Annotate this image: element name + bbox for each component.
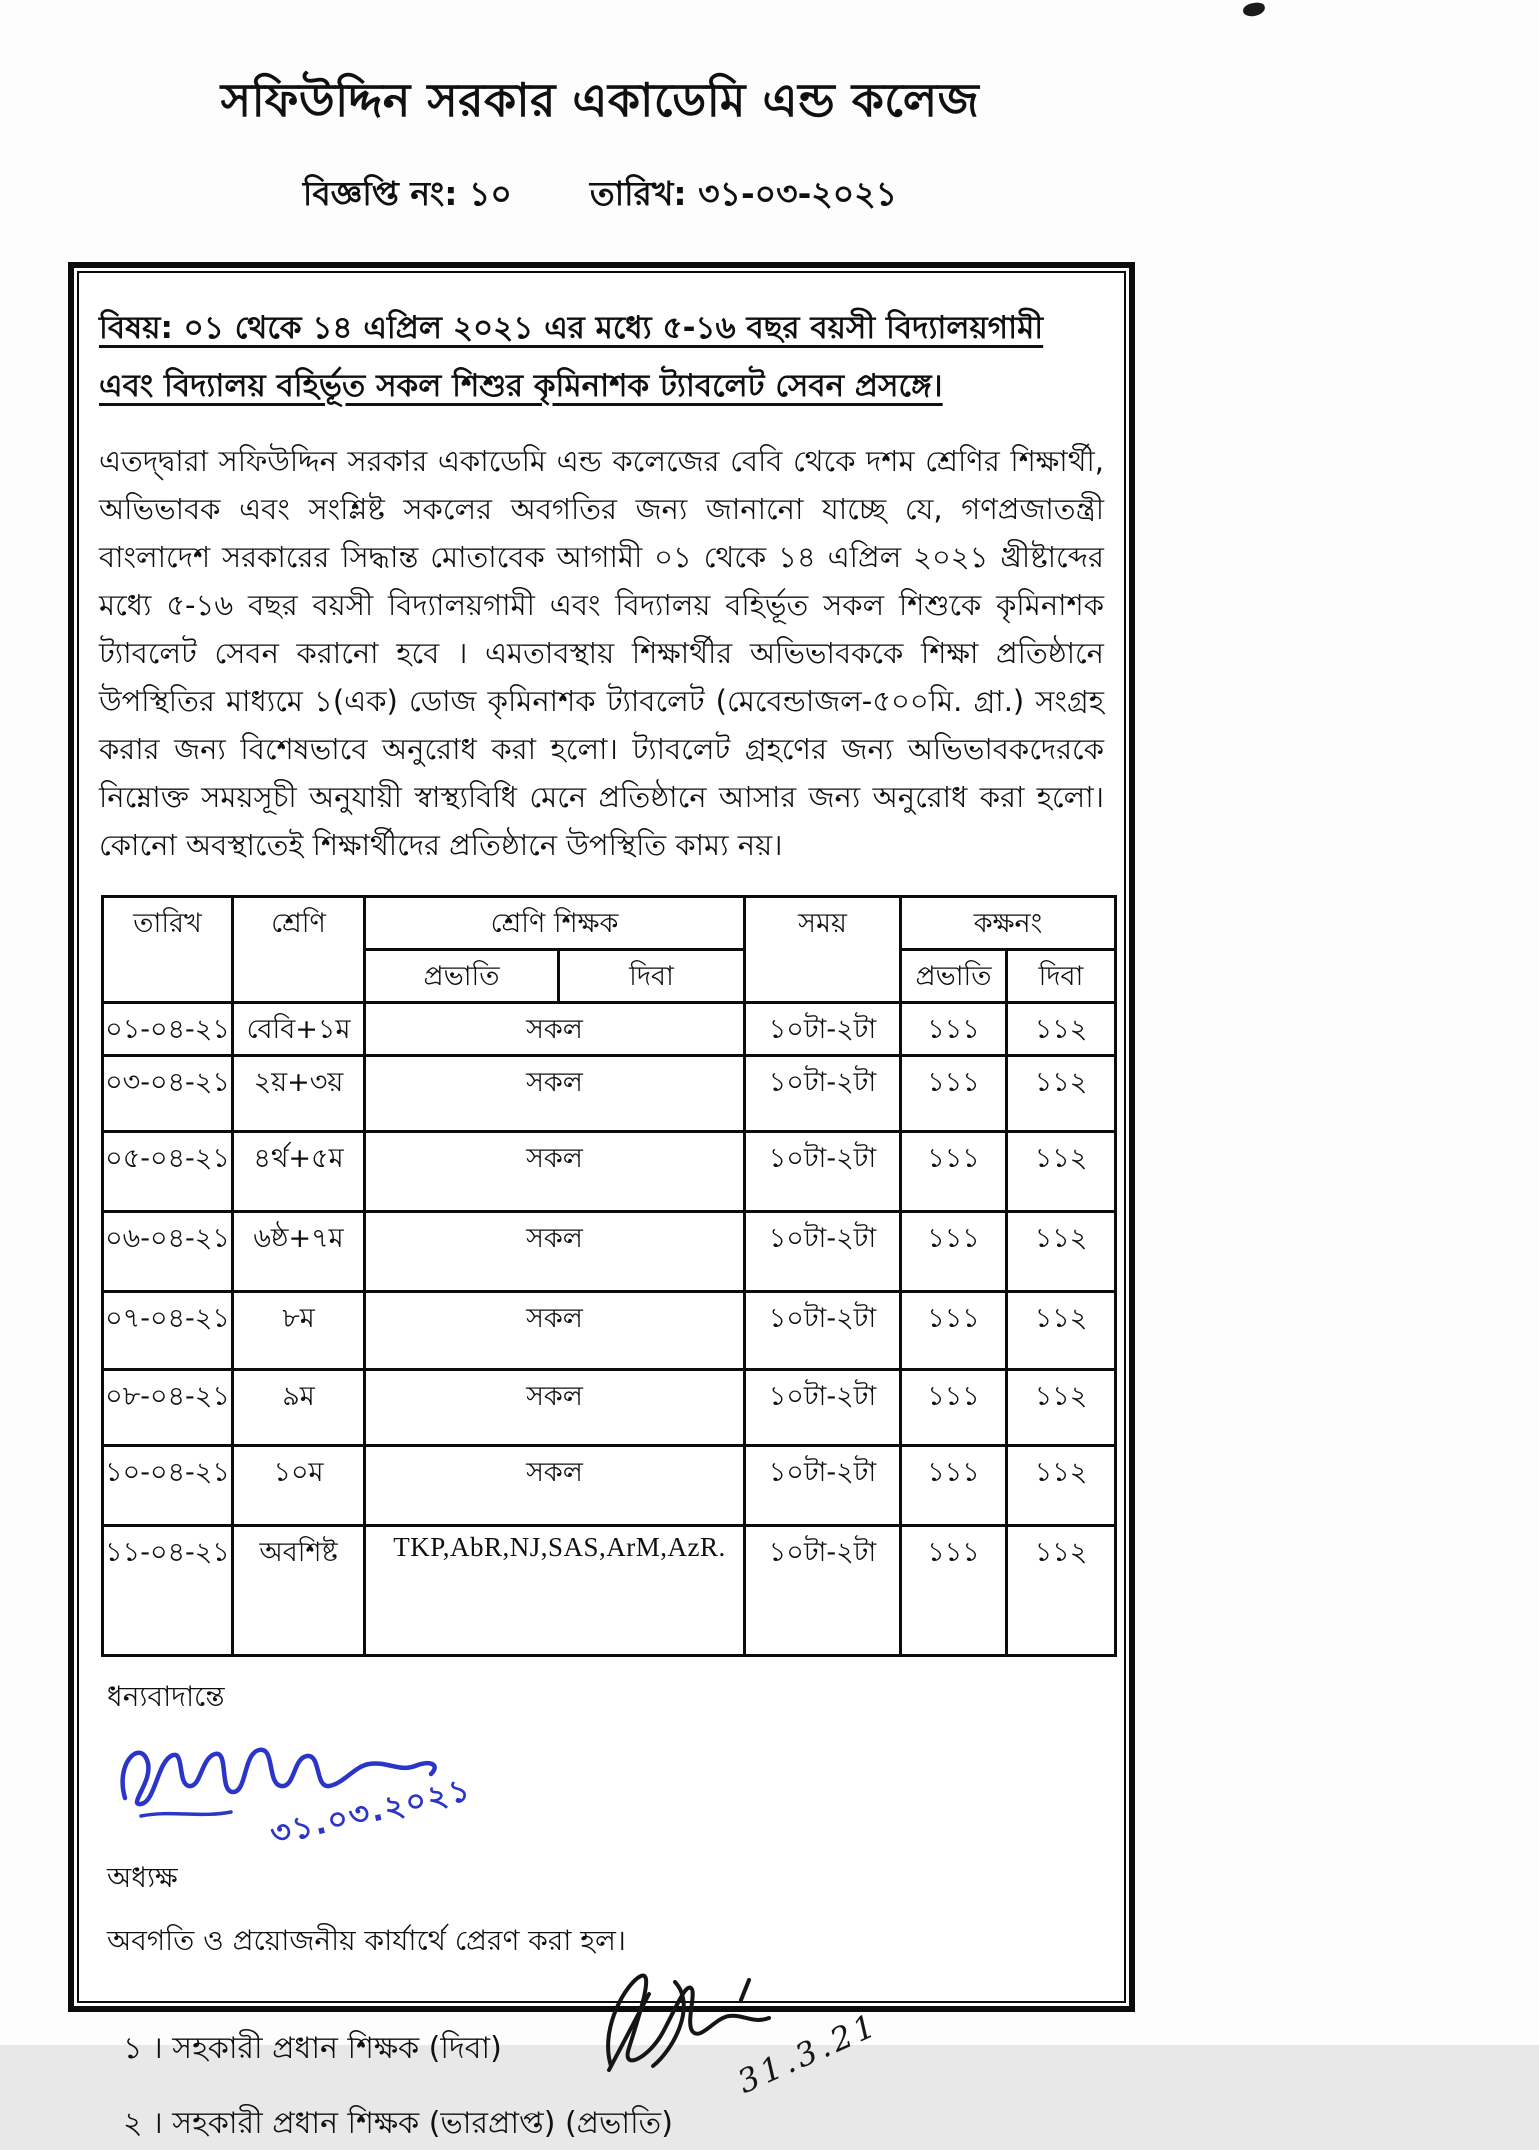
cc-item-morning-shift: ২ । সহকারী প্রধান শিক্ষক (ভারপ্রাপ্ত) (প্রভাতি) <box>123 2106 673 2141</box>
deworming-schedule-table <box>101 895 1117 1657</box>
cell-room-morning: ১১১ <box>901 1132 1007 1212</box>
subheader-teacher-morning: প্রভাতি <box>365 950 559 1003</box>
cell-date: ০৬-০৪-২১ <box>103 1212 233 1292</box>
cell-time: ১০টা-২টা <box>745 1526 901 1656</box>
cell-room-day: ১১২ <box>1007 1212 1116 1292</box>
col-header-date: তারিখ <box>103 897 233 1003</box>
notice-content <box>77 271 1126 2141</box>
col-header-room-no: কক্ষনং <box>901 897 1116 950</box>
cell-room-morning: ১১১ <box>901 1446 1007 1526</box>
col-header-time: সময় <box>745 897 901 1003</box>
cell-date: ০৩-০৪-২১ <box>103 1056 233 1132</box>
cell-teacher-initials: TKP,AbR,NJ,SAS,ArM,AzR. <box>365 1526 745 1656</box>
principal-designation: অধ্যক্ষ <box>107 1861 178 1894</box>
cell-teacher: সকল <box>365 1212 745 1292</box>
cell-date: ০৫-০৪-২১ <box>103 1132 233 1212</box>
notice-meta-line <box>0 168 1200 224</box>
cell-class: ৯ম <box>233 1370 365 1446</box>
cell-class: ৬ষ্ঠ+৭ম <box>233 1212 365 1292</box>
cell-date: ০১-০৪-২১ <box>103 1003 233 1056</box>
principal-signature-date: ৩১.০৩.২০২১ <box>267 1771 475 1853</box>
table-row <box>103 1056 1116 1132</box>
scan-artifact-mark <box>1242 2 1266 18</box>
cell-time: ১০টা-২টা <box>745 1292 901 1370</box>
cell-date: ১১-০৪-২১ <box>103 1526 233 1656</box>
cell-room-day: ১১২ <box>1007 1056 1116 1132</box>
cell-class: বেবি+১ম <box>233 1003 365 1056</box>
institution-title: সফিউদ্দিন সরকার একাডেমি এন্ড কলেজ <box>220 73 980 127</box>
cell-room-day: ১১২ <box>1007 1526 1116 1656</box>
cell-teacher: সকল <box>365 1292 745 1370</box>
cell-room-day: ১১২ <box>1007 1292 1116 1370</box>
cc-list <box>123 2005 1104 2150</box>
notice-number: বিজ্ঞপ্তি নং: ১০ <box>302 174 512 213</box>
notice-border-box <box>68 262 1135 2141</box>
table-row <box>103 1526 1116 1656</box>
cell-room-morning: ১১১ <box>901 1370 1007 1446</box>
cell-room-morning: ১১১ <box>901 1212 1007 1292</box>
cell-time: ১০টা-২টা <box>745 1003 901 1056</box>
col-header-class: শ্রেণি <box>233 897 365 1003</box>
table-row <box>103 1446 1116 1526</box>
cell-class: অবশিষ্ট <box>233 1526 365 1656</box>
cell-teacher: সকল <box>365 1003 745 1056</box>
cell-date: ০৮-০৪-২১ <box>103 1370 233 1446</box>
cc-item-day-shift: ১ । সহকারী প্রধান শিক্ষক (দিবা) <box>123 2031 502 2066</box>
closing-thanks: ধন্যবাদান্তে <box>107 1680 225 1713</box>
cell-time: ১০টা-২টা <box>745 1212 901 1292</box>
cell-date: ০৭-০৪-২১ <box>103 1292 233 1370</box>
table-row <box>103 1003 1116 1056</box>
table-row <box>103 1292 1116 1370</box>
cell-time: ১০টা-২টা <box>745 1370 901 1446</box>
cell-class: ৪র্থ+৫ম <box>233 1132 365 1212</box>
cell-room-day: ১১২ <box>1007 1132 1116 1212</box>
col-header-class-teacher: শ্রেণি শিক্ষক <box>365 897 745 950</box>
forwarding-note: অবগতি ও প্রয়োজনীয় কার্যার্থে প্রেরণ করা হল। <box>107 1924 626 1957</box>
cell-time: ১০টা-২টা <box>745 1056 901 1132</box>
cell-room-day: ১১২ <box>1007 1446 1116 1526</box>
cell-class: ৮ম <box>233 1292 365 1370</box>
cell-room-morning: ১১১ <box>901 1292 1007 1370</box>
document-header <box>0 0 1200 224</box>
table-row <box>103 1370 1116 1446</box>
principal-signature-block <box>111 1722 1104 1853</box>
cell-teacher: সকল <box>365 1056 745 1132</box>
cell-class: ১০ম <box>233 1446 365 1526</box>
cell-room-day: ১১২ <box>1007 1003 1116 1056</box>
cell-room-morning: ১১১ <box>901 1003 1007 1056</box>
subheader-teacher-day: দিবা <box>559 950 745 1003</box>
notice-body-paragraph: এতদ্দ্বারা সফিউদ্দিন সরকার একাডেমি এন্ড কলেজের বেবি থেকে দশম শ্রেণির শিক্ষার্থী, অভিভাবক এবং সংশ্লিষ্ট সকলের অবগতির জন্য জানানো যাচ্ছে যে, গণপ্রজাতন্ত্রী বাংলাদেশ সরকারের সিদ্ধান্ত মোতাবেক আগামী ০১ থেকে ১৪ এপ্রিল ২০২১ খ্রীষ্টাব্দের মধ্যে ৫-১৬ বছর বয়সী বিদ্যালয়গামী এবং বিদ্যালয় বহির্ভূত সকল শিশুকে কৃমিনাশক ট্যাবলেট সেবন করানো হবে । এমতাবস্থায় শিক্ষার্থীর অভিভাবককে শিক্ষা প্রতিষ্ঠানে উপস্থিতির মাধ্যমে ১(এক) ডোজ কৃমিনাশক ট্যাবলেট (মেবেন্ডাজল-৫০০মি. গ্রা.) সংগ্রহ করার জন্য বিশেষভাবে অনুরোধ করা হলো। ট্যাবলেট গ্রহণের জন্য অভিভাবকদেরকে নিম্নোক্ত সময়সূচী অনুযায়ী স্বাস্থ্যবিধি মেনে প্রতিষ্ঠানে আসার জন্য অনুরোধ করা হলো। কোনো অবস্থাতেই শিক্ষার্থীদের প্রতিষ্ঠানে উপস্থিতি কাম্য নয়। <box>99 444 1104 862</box>
cell-time: ১০টা-২টা <box>745 1132 901 1212</box>
subheader-room-morning: প্রভাতি <box>901 950 1007 1003</box>
subheader-room-day: দিবা <box>1007 950 1116 1003</box>
cell-date: ১০-০৪-২১ <box>103 1446 233 1526</box>
cell-room-morning: ১১১ <box>901 1056 1007 1132</box>
table-row <box>103 1212 1116 1292</box>
cell-class: ২য়+৩য় <box>233 1056 365 1132</box>
assistant-head-signature-date: 31.3.21 <box>731 2005 885 2101</box>
cell-teacher: সকল <box>365 1446 745 1526</box>
cell-room-day: ১১২ <box>1007 1370 1116 1446</box>
cell-room-morning: ১১১ <box>901 1526 1007 1656</box>
cell-teacher: সকল <box>365 1370 745 1446</box>
table-row <box>103 1132 1116 1212</box>
notice-date: তারিখ: ৩১-০৩-২০২১ <box>589 174 898 213</box>
cell-teacher: সকল <box>365 1132 745 1212</box>
subject-line: বিষয়: ০১ থেকে ১৪ এপ্রিল ২০২১ এর মধ্যে ৫-১৬ বছর বয়সী বিদ্যালয়গামী এবং বিদ্যালয় বহির্ভূত সকল শিশুর কৃমিনাশক ট্যাবলেট সেবন প্রসঙ্গে। <box>99 310 1044 404</box>
cell-time: ১০টা-২টা <box>745 1446 901 1526</box>
